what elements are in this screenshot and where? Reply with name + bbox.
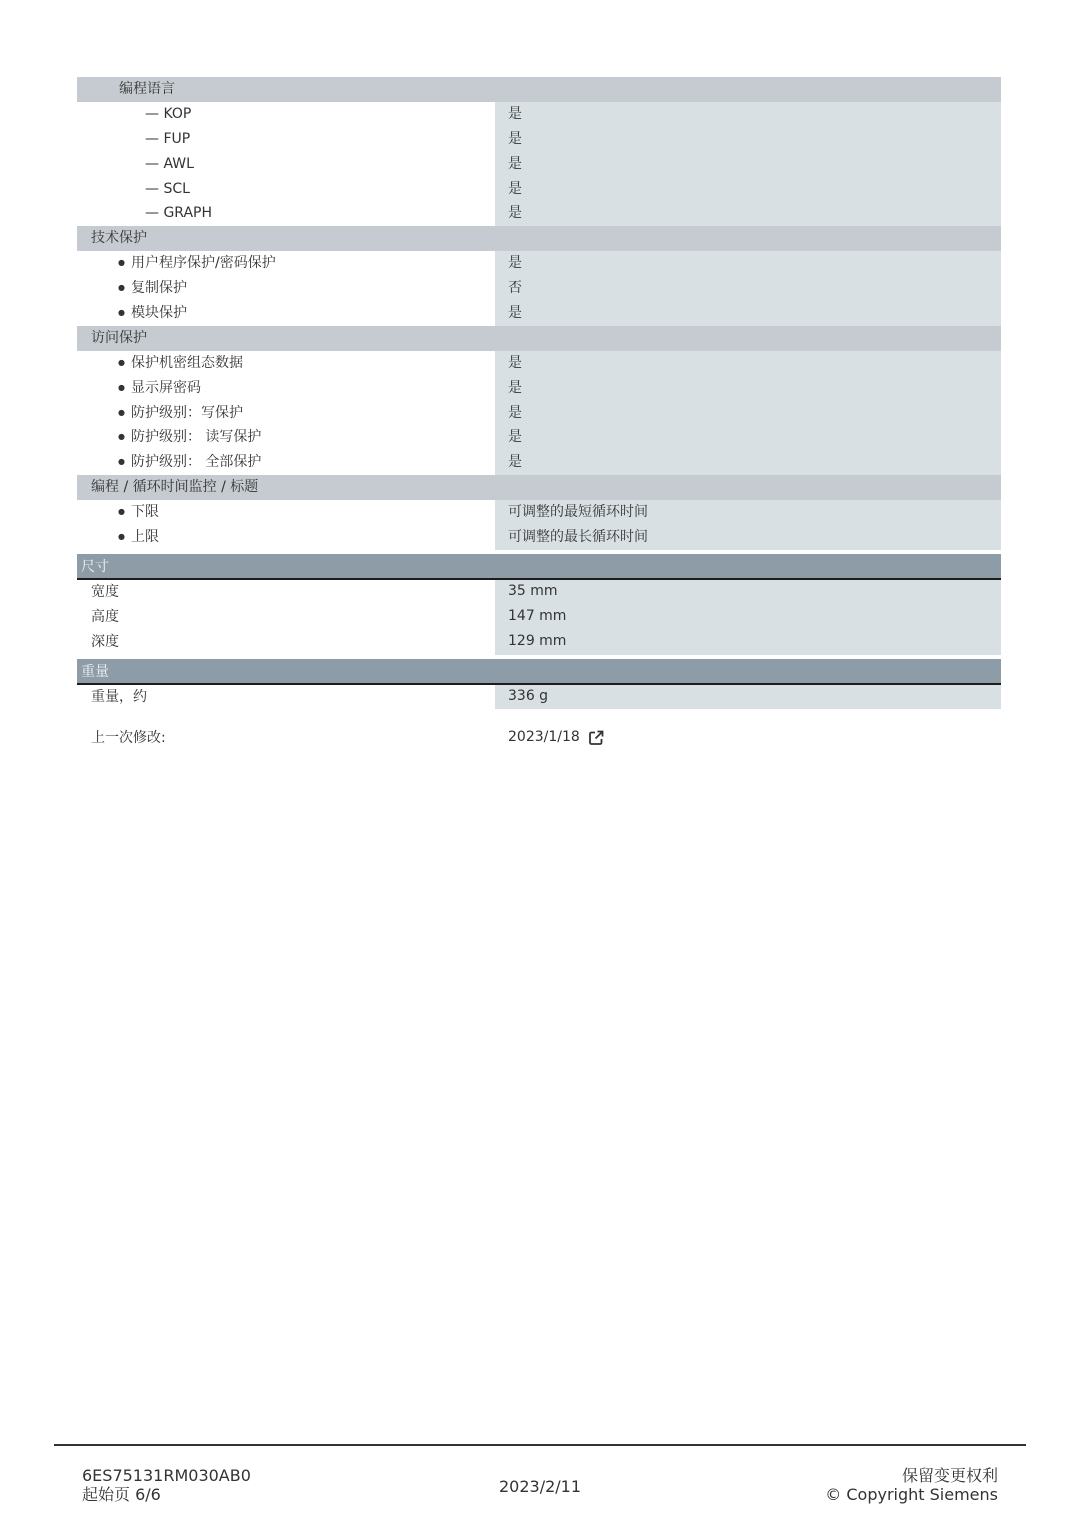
row-value <box>495 77 1001 102</box>
row-programming-languages-header <box>77 77 1001 102</box>
row-config-data-protection <box>77 351 1001 376</box>
row-write-protection <box>77 401 1001 426</box>
row-label: 编程语言 <box>77 77 495 102</box>
footer-date: 2023/2/11 <box>499 1477 582 1496</box>
row-know-how-protection-header <box>77 226 1001 251</box>
row-label: — KOP <box>77 102 495 127</box>
row-value: 是 <box>495 201 1001 226</box>
row-value: 是 <box>495 450 1001 475</box>
row-depth <box>77 630 1001 655</box>
row-value: 336 g <box>495 685 1001 710</box>
row-label: 技术保护 <box>77 226 495 251</box>
row-value: 是 <box>495 102 1001 127</box>
row-copy-protection <box>77 276 1001 301</box>
row-value: 是 <box>495 301 1001 326</box>
last-modified-label: 上一次修改: <box>91 730 166 746</box>
row-label: 编程 / 循环时间监控 / 标题 <box>77 475 495 500</box>
row-label: 宽度 <box>77 580 495 605</box>
row-label: ● 模块保护 <box>77 301 495 326</box>
row-program-password-protection <box>77 251 1001 276</box>
row-label: ● 保护机密组态数据 <box>77 351 495 376</box>
row-value: 是 <box>495 177 1001 202</box>
row-value: 否 <box>495 276 1001 301</box>
row-fup <box>77 127 1001 152</box>
last-modified-date: 2023/1/18 <box>508 729 580 745</box>
row-module-protection <box>77 301 1001 326</box>
row-value: 是 <box>495 251 1001 276</box>
row-label: ● 防护级别： 全部保护 <box>77 450 495 475</box>
row-value: 是 <box>495 425 1001 450</box>
row-label: — FUP <box>77 127 495 152</box>
copyright: © Copyright Siemens <box>825 1485 998 1504</box>
row-label: ● 上限 <box>77 525 495 550</box>
row-value: 是 <box>495 376 1001 401</box>
row-value: 129 mm <box>495 630 1001 655</box>
row-label: ● 显示屏密码 <box>77 376 495 401</box>
row-label: 深度 <box>77 630 495 655</box>
row-cycle-monitoring-header <box>77 475 1001 500</box>
row-value <box>495 226 1001 251</box>
row-value: 可调整的最长循环时间 <box>495 525 1001 550</box>
section-weight-header: 重量 <box>77 659 1001 685</box>
spec-table <box>77 77 1001 709</box>
last-modified <box>77 727 1001 747</box>
row-value <box>495 475 1001 500</box>
row-full-protection <box>77 450 1001 475</box>
row-upper-limit <box>77 525 1001 550</box>
row-weight <box>77 685 1001 710</box>
row-graph <box>77 201 1001 226</box>
footer-right <box>825 1466 998 1504</box>
row-width <box>77 580 1001 605</box>
row-lower-limit <box>77 500 1001 525</box>
section-dimensions-header: 尺寸 <box>77 554 1001 580</box>
row-label: ● 防护级别： 读写保护 <box>77 425 495 450</box>
row-awl <box>77 152 1001 177</box>
row-value: 是 <box>495 127 1001 152</box>
page-number: 起始页 6/6 <box>82 1485 161 1504</box>
row-label: 重量，约 <box>77 685 495 710</box>
last-modified-value-wrap <box>495 727 602 747</box>
row-label: — SCL <box>77 177 495 202</box>
row-read-write-protection <box>77 425 1001 450</box>
row-value: 是 <box>495 152 1001 177</box>
row-label: 访问保护 <box>77 326 495 351</box>
row-height <box>77 605 1001 630</box>
footer-left <box>82 1466 251 1504</box>
row-label: — GRAPH <box>77 201 495 226</box>
row-value <box>495 326 1001 351</box>
row-label: ● 复制保护 <box>77 276 495 301</box>
row-kop <box>77 102 1001 127</box>
row-label: 高度 <box>77 605 495 630</box>
rights-notice: 保留变更权利 <box>901 1466 998 1485</box>
row-value: 147 mm <box>495 605 1001 630</box>
row-label: ● 用户程序保护/密码保护 <box>77 251 495 276</box>
row-access-protection-header <box>77 326 1001 351</box>
row-value: 是 <box>495 401 1001 426</box>
row-display-password <box>77 376 1001 401</box>
row-label: ● 防护级别：写保护 <box>77 401 495 426</box>
row-label: — AWL <box>77 152 495 177</box>
row-value: 可调整的最短循环时间 <box>495 500 1001 525</box>
footer-divider <box>54 1444 1026 1446</box>
external-link-icon[interactable] <box>588 730 602 744</box>
order-number: 6ES75131RM030AB0 <box>82 1466 251 1485</box>
row-label: ● 下限 <box>77 500 495 525</box>
row-value: 是 <box>495 351 1001 376</box>
row-scl <box>77 177 1001 202</box>
row-value: 35 mm <box>495 580 1001 605</box>
